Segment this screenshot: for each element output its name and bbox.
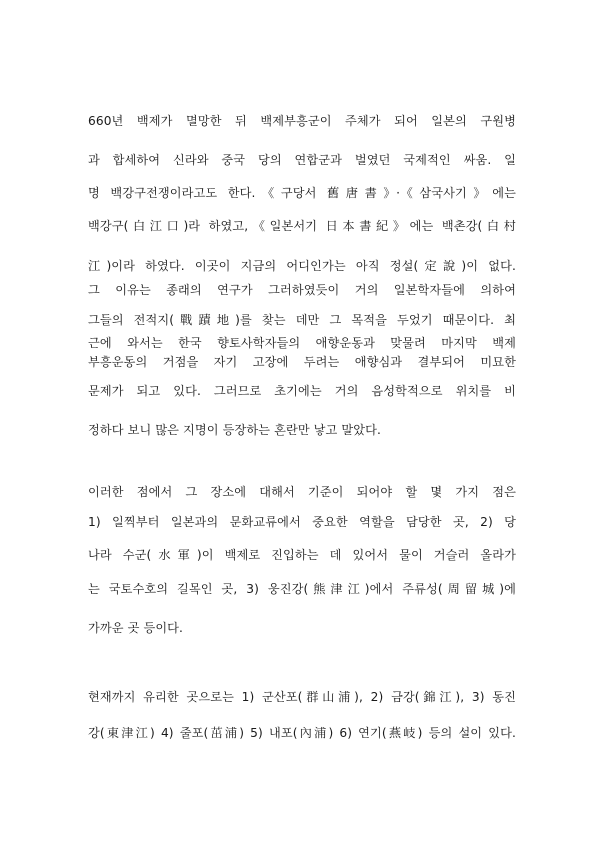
paragraph-2-line-3: 나라 수군(水軍)이 백제로 진입하는 데 있어서 물이 거슬러 올라가 bbox=[88, 548, 516, 562]
paragraph-2-line-1: 이러한 점에서 그 장소에 대해서 기준이 되어야 할 몇 가지 점은 bbox=[88, 485, 516, 499]
paragraph-1-line-1: 660년 백제가 멸망한 뒤 백제부흥군이 주체가 되어 일본의 구원병 bbox=[88, 114, 516, 128]
paragraph-3-line-1: 현재까지 유리한 곳으로는 1) 군산포(群山浦), 2) 금강(錦江), 3) 동진 bbox=[88, 690, 516, 704]
paragraph-1-line-2: 과 합세하여 신라와 중국 당의 연합군과 벌였던 국제적인 싸움. 일 bbox=[88, 153, 516, 167]
paragraph-2-line-4: 는 국토수호의 길목인 곳, 3) 웅진강(熊津江)에서 주류성(周留城)에 bbox=[88, 582, 516, 596]
paragraph-1-line-3: 명 백강구전쟁이라고도 한다.《구당서 舊唐書》·《삼국사기》에는 bbox=[88, 186, 516, 200]
paragraph-2-line-2: 1) 일찍부터 일본과의 문화교류에서 중요한 역할을 담당한 곳, 2) 당 bbox=[88, 515, 516, 529]
paragraph-2-line-5: 가까운 곳 등이다. bbox=[88, 621, 184, 635]
paragraph-1-line-8: 근에 와서는 한국 향토사학자들의 애향운동과 맞물려 마지막 백제 bbox=[88, 336, 516, 350]
paragraph-3-line-2: 강(東津江) 4) 줄포(茁浦) 5) 내포(內浦) 6) 연기(燕岐) 등의 설이 있다. bbox=[88, 726, 516, 740]
paragraph-1-line-9: 부흥운동의 거점을 자기 고장에 두려는 애향심과 결부되어 미묘한 bbox=[88, 355, 516, 369]
paragraph-1-line-4: 백강구(白江口)라 하였고,《일본서기 日本書紀》에는 백촌강(白村 bbox=[88, 219, 516, 233]
paragraph-1-line-7: 그들의 전적지(戰蹟地)를 찾는 데만 그 목적을 두었기 때문이다. 최 bbox=[88, 313, 516, 327]
paragraph-1-line-5: 江)이라 하였다. 이곳이 지금의 어디인가는 아직 정설(定說)이 없다. bbox=[88, 259, 516, 273]
paragraph-1-line-10: 문제가 되고 있다. 그러므로 초기에는 거의 음성학적으로 위치를 비 bbox=[88, 384, 516, 398]
paragraph-1-line-11: 정하다 보니 많은 지명이 등장하는 혼란만 낳고 말았다. bbox=[88, 423, 382, 437]
paragraph-1-line-6: 그 이유는 종래의 연구가 그러하였듯이 거의 일본학자들에 의하여 bbox=[88, 283, 516, 297]
